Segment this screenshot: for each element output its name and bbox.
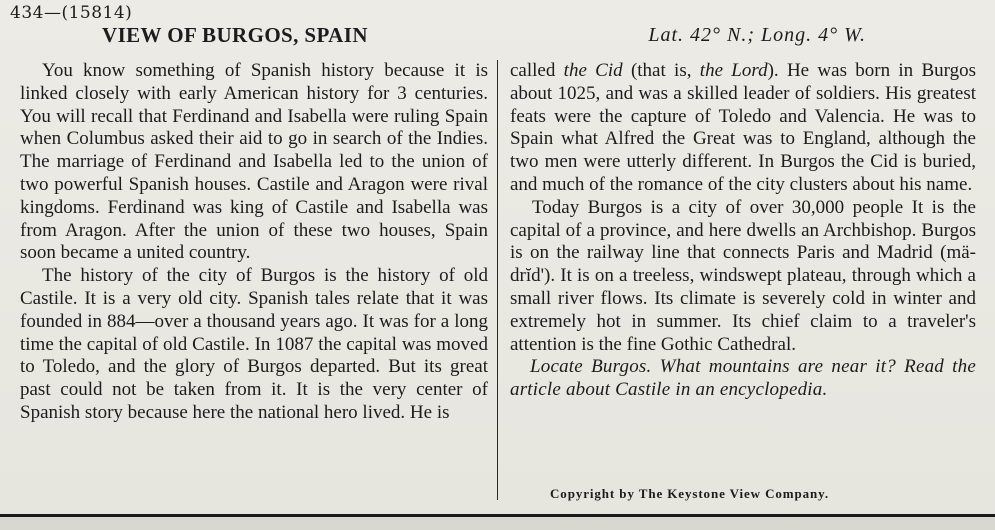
paragraph-spanish-history: You know something of Spanish history because it is linked closely with early American history for 3 centuries. You will recall that Ferdinand and Isabella were ruling Spain when Columbus asked their aid to go in search of the Indies. The marriage of Ferdinand and Isabella led to the union of two powerful Spanish houses. Castile and Aragon were rival kingdoms. Ferdinand was king of Castile and Isabella was from Aragon. After the union of these two houses, Spain soon became a united country.: [20, 60, 488, 264]
card-header: [6, 2, 986, 46]
card-bottom-edge: [0, 517, 995, 530]
cid-lead-text: called: [510, 60, 564, 81]
paragraph-the-cid: [510, 60, 976, 197]
catalog-number: 434—(15814): [10, 3, 133, 23]
right-column: [510, 60, 976, 402]
column-divider: [497, 60, 498, 500]
cid-mid-text: (that is,: [622, 60, 700, 81]
page-title: VIEW OF BURGOS, SPAIN: [102, 23, 368, 47]
left-column: [20, 60, 488, 425]
cid-rest-text: ). He was born in Burgos about 1025, and was a skilled leader of soldiers. His greatest feats were the capture of Toledo and Valencia. He was to Spain what Alfred the Great was to England, although the two men were utterly different. In Burgos the Cid is buried, and much of the romance of the city clusters about his name.: [510, 60, 977, 195]
paragraph-burgos-today: Today Burgos is a city of over 30,000 people It is the capital of a province, and here dwells an Archbishop. Burgos is on the railway line that connects Paris and Madrid (mä-drĭd'). It is on a treeless, windswept plateau, through which a small river flows. Its climate is severely cold in winter and extremely hot in summer. Its chief claim to a traveler's attention is the fine Gothic Cathedral.: [510, 196, 976, 355]
study-task: Locate Burgos. What mountains are near it? Read the article about Castile in an encyclopedia.: [510, 356, 976, 401]
paragraph-burgos-history: The history of the city of Burgos is the history of old Castile. It is a very old city. Spanish tales relate that it was founded in 884—over a thousand years ago. It was for a long time the capital of old Castile. In 1087 the capital was moved to Toledo, and the glory of Burgos departed. But its great past could not be taken from it. It is the very center of Spanish story because here the national hero lived. He is: [20, 265, 488, 423]
coordinates: Lat. 42° N.; Long. 4° W.: [648, 24, 866, 46]
copyright-notice: Copyright by The Keystone View Company.: [550, 486, 829, 501]
cid-meaning-italic: the Lord: [699, 60, 768, 81]
cid-name-italic: the Cid: [563, 60, 623, 81]
